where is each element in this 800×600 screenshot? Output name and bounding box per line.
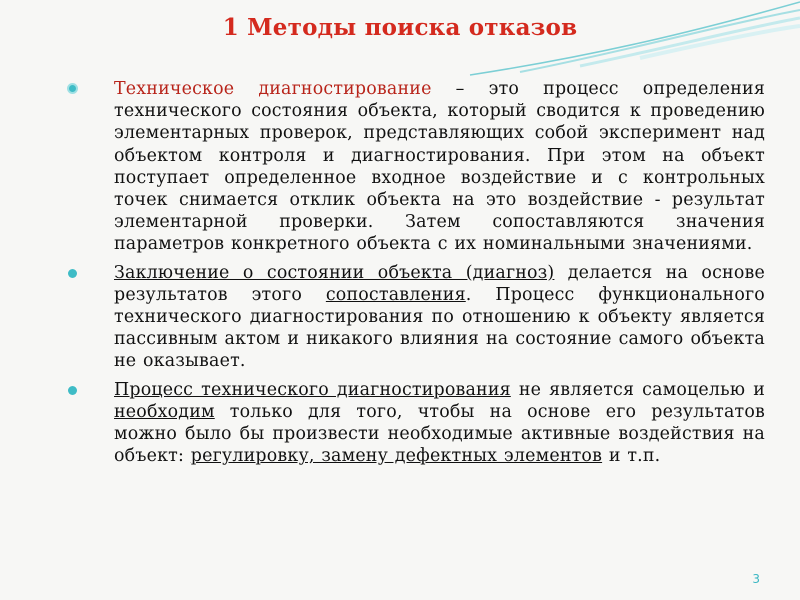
bullet-item	[68, 262, 765, 373]
bullet-body: – это процесс определения технического состояния объекта, который сводится к проведению элементарных проверок, представляющих собой эксперимент над объектом контроля и диагностирования. При этом на объект поступает определенное входное воздействие и с контрольных точек снимается отклик объекта на это воздействие - результат элементарной проверки. Затем сопоставляются значения параметров конкретного объекта с их номинальными значениями.	[114, 79, 765, 255]
underlined-phrase: Заключение о состоянии объекта (диагноз)	[114, 262, 555, 283]
slide-title: 1 Методы поиска отказов	[222, 14, 578, 41]
bullet-icon	[68, 269, 77, 278]
bullet-item	[68, 78, 765, 256]
bullet-text	[114, 262, 765, 373]
bullet-text	[114, 379, 765, 468]
bullet-body: делается на основе результатов этого	[114, 262, 765, 305]
bullet-text	[114, 78, 765, 256]
bullet-body: и т.п.	[602, 446, 661, 467]
underlined-phrase: Процесс технического диагностирования	[114, 379, 511, 400]
bullet-body: . Процесс функционального технического диагностирования по отношению к объекту является пассивным актом и никакого влияния на состояние самого объекта не оказывает.	[114, 284, 765, 372]
bullet-body: только для того, чтобы на основе его результатов можно было бы произвести необходимые активные воздействия на объект:	[114, 401, 765, 467]
bullet-icon	[67, 83, 78, 94]
underlined-phrase: регулировку, замену дефектных элементов	[190, 446, 603, 467]
underlined-phrase: сопоставления	[325, 284, 466, 305]
underlined-phrase: необходим	[114, 401, 215, 422]
term-highlight: Техническое диагностирование	[114, 79, 432, 99]
bullet-item	[68, 379, 765, 468]
page-number: 3	[752, 572, 760, 586]
slide-content	[68, 78, 765, 473]
bullet-body: не является самоцелью и	[510, 379, 765, 400]
bullet-icon	[68, 386, 77, 395]
